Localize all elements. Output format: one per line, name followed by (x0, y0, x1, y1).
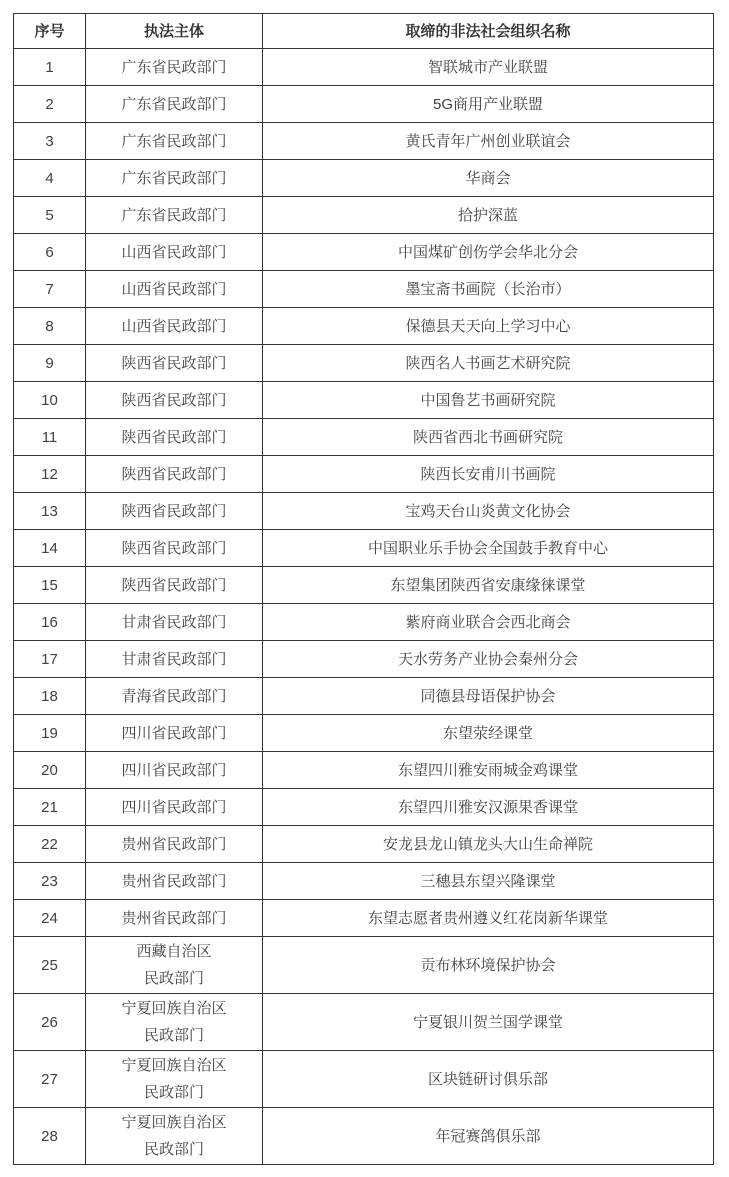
cell-authority: 贵州省民政部门 (86, 863, 263, 900)
cell-org-name: 东望四川雅安雨城金鸡课堂 (263, 752, 714, 789)
column-header-authority: 执法主体 (86, 14, 263, 49)
cell-authority: 甘肃省民政部门 (86, 641, 263, 678)
cell-index: 23 (14, 863, 86, 900)
cell-index: 24 (14, 900, 86, 937)
cell-index: 12 (14, 456, 86, 493)
table-row (14, 567, 714, 604)
cell-org-name: 陕西长安甫川书画院 (263, 456, 714, 493)
table-row (14, 863, 714, 900)
cell-authority: 陕西省民政部门 (86, 493, 263, 530)
cell-authority: 陕西省民政部门 (86, 456, 263, 493)
cell-index: 21 (14, 789, 86, 826)
cell-org-name: 东望荥经课堂 (263, 715, 714, 752)
table-row (14, 123, 714, 160)
cell-index: 28 (14, 1108, 86, 1165)
cell-org-name: 宁夏银川贺兰国学课堂 (263, 994, 714, 1051)
cell-org-name: 5G商用产业联盟 (263, 86, 714, 123)
table-row (14, 1108, 714, 1165)
cell-index: 2 (14, 86, 86, 123)
cell-index: 18 (14, 678, 86, 715)
cell-index: 7 (14, 271, 86, 308)
table-row (14, 1051, 714, 1108)
cell-authority: 广东省民政部门 (86, 49, 263, 86)
cell-org-name: 东望志愿者贵州遵义红花岗新华课堂 (263, 900, 714, 937)
cell-org-name: 天水劳务产业协会秦州分会 (263, 641, 714, 678)
column-header-org-name: 取缔的非法社会组织名称 (263, 14, 714, 49)
table-row (14, 345, 714, 382)
cell-authority: 贵州省民政部门 (86, 826, 263, 863)
cell-index: 5 (14, 197, 86, 234)
table-row (14, 641, 714, 678)
table-row (14, 937, 714, 994)
cell-org-name: 中国鲁艺书画研究院 (263, 382, 714, 419)
cell-index: 27 (14, 1051, 86, 1108)
cell-org-name: 华商会 (263, 160, 714, 197)
cell-index: 17 (14, 641, 86, 678)
cell-index: 26 (14, 994, 86, 1051)
table-row (14, 456, 714, 493)
table-row (14, 530, 714, 567)
cell-org-name: 黄氏青年广州创业联谊会 (263, 123, 714, 160)
table-body (14, 49, 714, 1165)
table-row (14, 419, 714, 456)
cell-org-name: 紫府商业联合会西北商会 (263, 604, 714, 641)
cell-authority: 四川省民政部门 (86, 789, 263, 826)
cell-index: 3 (14, 123, 86, 160)
table-header (14, 14, 714, 49)
cell-org-name: 东望四川雅安汉源果香课堂 (263, 789, 714, 826)
cell-authority: 四川省民政部门 (86, 715, 263, 752)
cell-authority: 广东省民政部门 (86, 160, 263, 197)
table-row (14, 826, 714, 863)
cell-authority: 西藏自治区 民政部门 (86, 937, 263, 994)
cell-authority: 陕西省民政部门 (86, 382, 263, 419)
cell-org-name: 墨宝斋书画院（长治市） (263, 271, 714, 308)
table-row (14, 308, 714, 345)
table-row (14, 900, 714, 937)
cell-authority: 甘肃省民政部门 (86, 604, 263, 641)
cell-authority: 陕西省民政部门 (86, 530, 263, 567)
cell-index: 13 (14, 493, 86, 530)
cell-org-name: 中国职业乐手协会全国鼓手教育中心 (263, 530, 714, 567)
cell-org-name: 安龙县龙山镇龙头大山生命禅院 (263, 826, 714, 863)
cell-index: 20 (14, 752, 86, 789)
table-row (14, 715, 714, 752)
table-row (14, 493, 714, 530)
cell-org-name: 陕西省西北书画研究院 (263, 419, 714, 456)
cell-index: 4 (14, 160, 86, 197)
cell-authority: 山西省民政部门 (86, 271, 263, 308)
cell-authority: 广东省民政部门 (86, 197, 263, 234)
cell-index: 1 (14, 49, 86, 86)
cell-index: 14 (14, 530, 86, 567)
cell-org-name: 陕西名人书画艺术研究院 (263, 345, 714, 382)
cell-authority: 宁夏回族自治区 民政部门 (86, 1051, 263, 1108)
table-row (14, 789, 714, 826)
cell-authority: 四川省民政部门 (86, 752, 263, 789)
cell-org-name: 中国煤矿创伤学会华北分会 (263, 234, 714, 271)
cell-org-name: 智联城市产业联盟 (263, 49, 714, 86)
table-row (14, 678, 714, 715)
table-row (14, 271, 714, 308)
cell-index: 22 (14, 826, 86, 863)
cell-org-name: 东望集团陕西省安康缘徕课堂 (263, 567, 714, 604)
column-header-index: 序号 (14, 14, 86, 49)
cell-authority: 贵州省民政部门 (86, 900, 263, 937)
cell-authority: 山西省民政部门 (86, 308, 263, 345)
cell-index: 19 (14, 715, 86, 752)
cell-index: 15 (14, 567, 86, 604)
cell-index: 11 (14, 419, 86, 456)
table-row (14, 86, 714, 123)
cell-index: 6 (14, 234, 86, 271)
table-row (14, 49, 714, 86)
banned-organizations-table (13, 13, 714, 1165)
cell-authority: 广东省民政部门 (86, 86, 263, 123)
table-row (14, 604, 714, 641)
cell-authority: 山西省民政部门 (86, 234, 263, 271)
cell-authority: 陕西省民政部门 (86, 567, 263, 604)
cell-index: 8 (14, 308, 86, 345)
cell-authority: 宁夏回族自治区 民政部门 (86, 994, 263, 1051)
cell-org-name: 三穗县东望兴隆课堂 (263, 863, 714, 900)
table-row (14, 382, 714, 419)
table-row (14, 160, 714, 197)
cell-index: 10 (14, 382, 86, 419)
cell-org-name: 拾护深蓝 (263, 197, 714, 234)
cell-org-name: 贡布林环境保护协会 (263, 937, 714, 994)
table-row (14, 234, 714, 271)
table-row (14, 752, 714, 789)
table-header-row (14, 14, 714, 49)
cell-authority: 宁夏回族自治区 民政部门 (86, 1108, 263, 1165)
cell-org-name: 年冠赛鸽俱乐部 (263, 1108, 714, 1165)
cell-index: 16 (14, 604, 86, 641)
table-row (14, 994, 714, 1051)
cell-org-name: 宝鸡天台山炎黄文化协会 (263, 493, 714, 530)
table-row (14, 197, 714, 234)
cell-authority: 广东省民政部门 (86, 123, 263, 160)
cell-org-name: 同德县母语保护协会 (263, 678, 714, 715)
cell-index: 25 (14, 937, 86, 994)
cell-org-name: 保德县天天向上学习中心 (263, 308, 714, 345)
cell-authority: 青海省民政部门 (86, 678, 263, 715)
cell-authority: 陕西省民政部门 (86, 419, 263, 456)
cell-authority: 陕西省民政部门 (86, 345, 263, 382)
cell-index: 9 (14, 345, 86, 382)
cell-org-name: 区块链研讨俱乐部 (263, 1051, 714, 1108)
